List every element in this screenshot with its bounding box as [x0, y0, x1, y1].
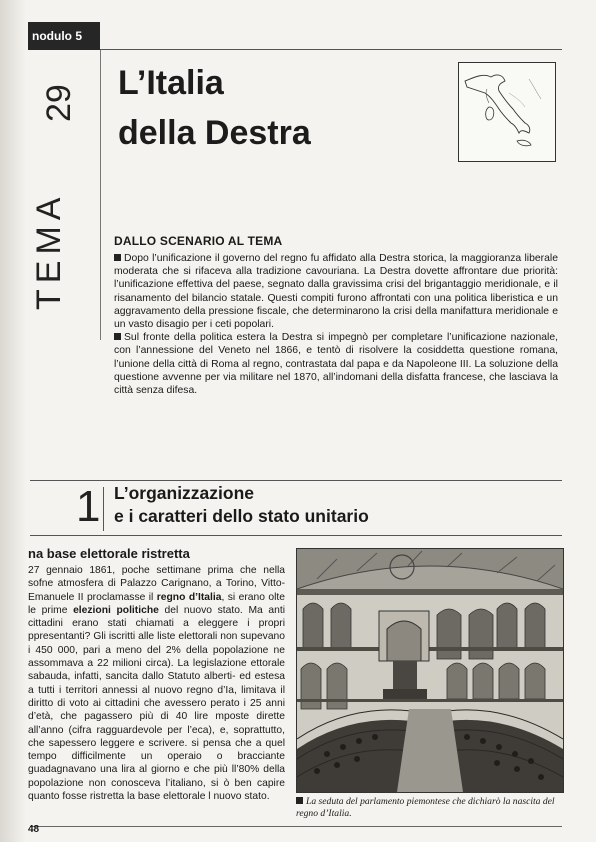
- intro-text: [114, 252, 558, 397]
- body-text: [28, 564, 285, 803]
- intro-paragraph-1-text: Dopo l’unificazione il governo del regno fu affidato alla Destra storica, la maggioranza liberale moderata che si rifaceva alla tradizione cavouriana. La Destra dovette affrontare due priorità: l’unificazione effettiva del paese, segnato dalla gravissima crisi del brigantaggio meridionale, e il risanamento del bilancio statale. Questi compiti furono affrontati con una politica liberistica e un aggravamento della pressione fiscale, che determinarono la crisi della manifattura meridionale e un vasto disagio per i ceti popolari.: [114, 253, 558, 331]
- bullet-square-icon: [296, 797, 303, 804]
- body-text-bold-regno: regno d’Italia: [156, 591, 222, 603]
- intro-heading: DALLO SCENARIO AL TEMA: [114, 234, 283, 248]
- parliament-hall-image: [297, 549, 563, 792]
- body-text-part-e: del nuovo stato. Ma anti cittadini erano stati chiamati a eleggere i propri ppresentanti? Gli iscritti alle liste elettorali non supevano i 450 000, pari a meno del 2% della popolazione ne assommava a 22 milioni circa). La legislazione ettorale sabauda, infatti, sancita dallo Statuto alberti- ed estesa a tutti i territori annessi al nuovo regno d’Ia, limitava il diritto di voto ai cittadini che avessero perato i 25 anni d’età, che pagassero più di 40 lire mposte dirette all’anno (cifra ragguardevole per l’eca), e, soprattutto, che sapessero leggere e scrivere. si pensa che a quel tempo difficilmente un operaio o bracciante guadagnavano una lira al giorno e che più ll’80% della popolazione non conosceva l’italiano, si ò ben capire quanto fosse ristretta la base elettorale l nuovo stato.: [28, 604, 285, 803]
- module-tab-label: nodulo 5: [32, 29, 82, 43]
- italy-map-thumbnail: [458, 62, 556, 162]
- section-title-line-1: L’organizzazione: [114, 483, 255, 503]
- figure-caption-text: La seduta del parlamento piemontese che dichiarò la nascita del regno d’Italia.: [296, 796, 555, 819]
- section-top-rule: [30, 480, 562, 481]
- bullet-square-icon: [114, 254, 121, 261]
- section-number-bar: [103, 487, 104, 531]
- page-edge-shadow: [0, 0, 26, 842]
- italy-map-icon: [459, 63, 555, 161]
- header-rule: [100, 49, 562, 50]
- intro-paragraph-1: [114, 252, 558, 331]
- tema-label: TEMA: [30, 191, 68, 310]
- intro-paragraph-2-text: Sul fronte della politica estera la Destra si impegnò per completare l’unificazione nazionale, con l’annessione del Veneto nel 1866, e tentò di risolvere la cosiddetta questione romana, l’unione della città di Roma al regno, contrastata dal papa e da Napoleone III. La soluzione della questione avvenne per via militare nel 1870, all’indomani della disfatta francese, che lasciava la città senza difesa.: [114, 332, 558, 397]
- figure-caption: [296, 796, 562, 820]
- body-text-part-c: , si erano olte le prime: [28, 591, 285, 616]
- parliament-engraving: [296, 548, 564, 793]
- section-title-line-2: e i caratteri dello stato unitario: [114, 506, 369, 526]
- section-bottom-rule: [30, 535, 562, 536]
- module-tab: [28, 22, 100, 50]
- header-vertical-rule: [100, 50, 101, 340]
- tema-number: 29: [40, 84, 78, 122]
- subsection-heading: na base elettorale ristretta: [28, 546, 190, 561]
- bullet-square-icon: [114, 333, 121, 340]
- section-title: [114, 482, 514, 528]
- page-title: [118, 58, 418, 158]
- section-number: 1: [76, 482, 101, 531]
- body-text-bold-elezioni: elezioni politiche: [73, 604, 159, 616]
- page-title-line-2: della Destra: [118, 114, 311, 152]
- page-title-line-1: L’Italia: [118, 64, 224, 102]
- footer-rule: [30, 826, 562, 827]
- body-paragraph: [28, 564, 285, 803]
- intro-paragraph-2: [114, 331, 558, 397]
- page-number: 48: [28, 824, 40, 835]
- body-text-part-a: 27 gennaio 1861, poche settimane prima che nella sofne atmosfera di Palazzo Carignano, a Torino, Vitto- Emanuele II proclamasse il: [28, 565, 285, 603]
